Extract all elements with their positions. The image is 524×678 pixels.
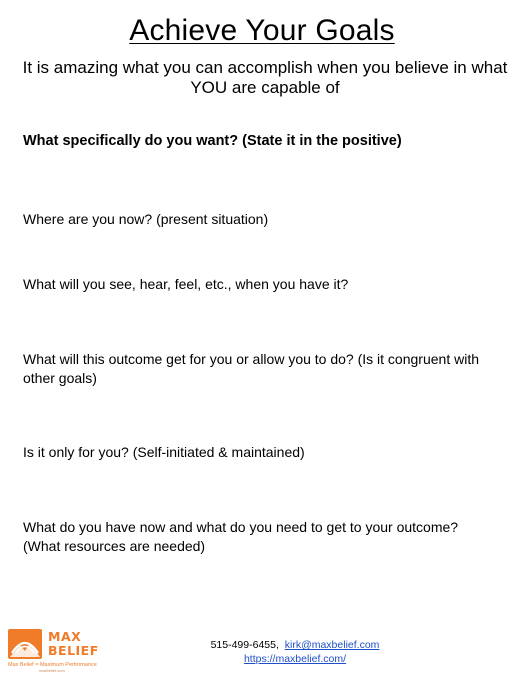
question-4: What will this outcome get for you or allow you to do? (Is it congruent with other goals) <box>23 351 479 386</box>
logo-name-line2: BELIEF <box>48 643 99 658</box>
logo-tagline: Max Belief = Maximum Performance <box>8 662 97 668</box>
logo-name <box>48 630 99 658</box>
question-1: What specifically do you want? (State it in the positive) <box>23 133 402 149</box>
footer-website-link[interactable]: https://maxbelief.com/ <box>243 653 347 665</box>
footer-phone: 515-499-6455, <box>210 639 279 651</box>
question-3: What will you see, hear, feel, etc., when you have it? <box>23 276 349 292</box>
max-belief-logo <box>6 627 106 673</box>
footer-email-link[interactable]: kirk@maxbelief.com <box>284 639 380 651</box>
logo-name-line1: MAX <box>48 629 82 644</box>
page-subtitle: It is amazing what you can accomplish when you believe in what YOU are capable of <box>22 58 508 97</box>
footer-contact <box>180 638 410 666</box>
logo-small-url: maxbelief.com <box>39 668 65 673</box>
footer-line-1 <box>180 638 410 652</box>
question-2: Where are you now? (present situation) <box>23 211 269 227</box>
mountain-sun-icon <box>6 627 46 661</box>
question-5: Is it only for you? (Self-initiated & maintained) <box>23 444 305 460</box>
question-6: What do you have now and what do you need to get to your outcome? (What resources are needed) <box>23 519 459 554</box>
page-title: Achieve Your Goals <box>129 14 395 47</box>
